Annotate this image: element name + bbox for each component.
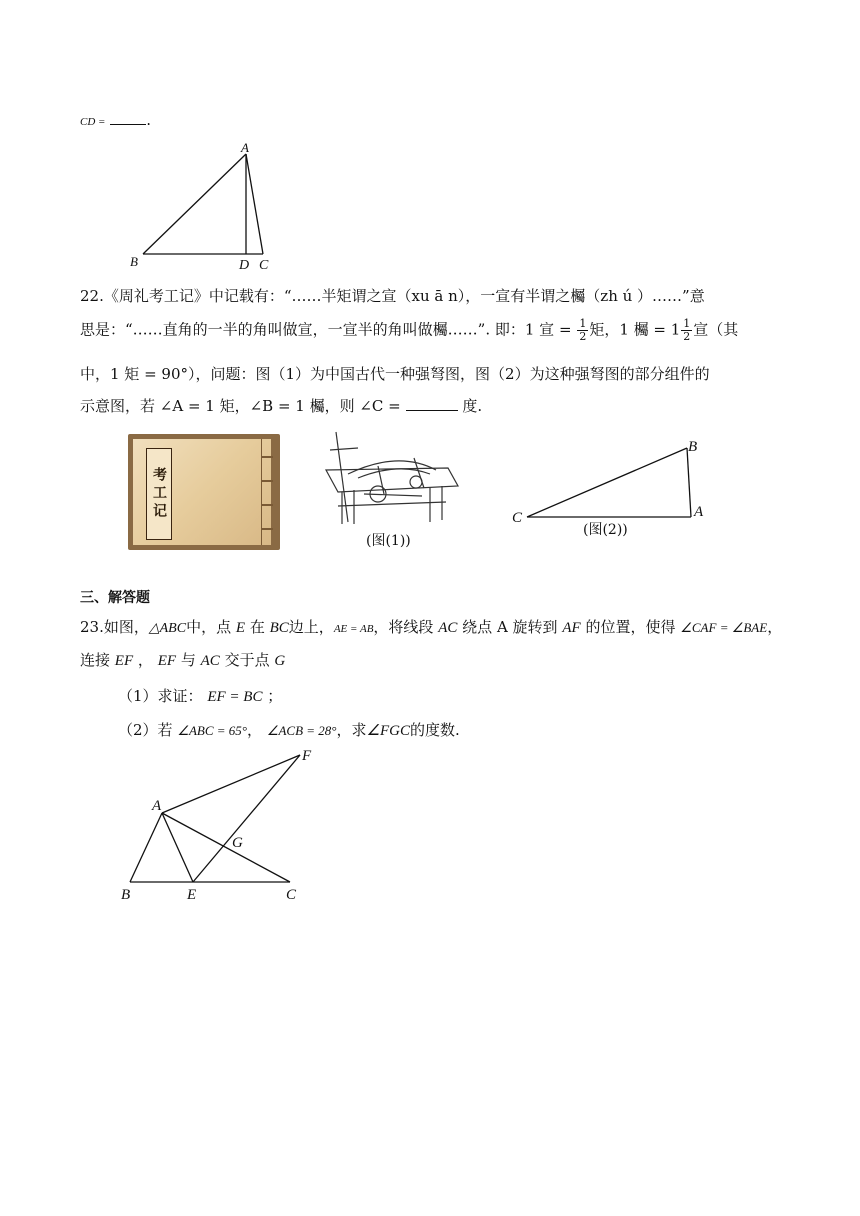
fraction-one-half-2 [681, 318, 692, 343]
label-b-q23: B [121, 887, 131, 903]
label-c-fig2: C [512, 510, 523, 526]
q23-ac: AC [438, 620, 458, 636]
segment-ae [162, 813, 193, 882]
label-c-q23: C [286, 887, 297, 903]
q23-text-1e: ，将线段 [373, 618, 434, 636]
segment-ba [687, 448, 691, 517]
segment-ac [246, 154, 263, 254]
q22-text-4a: 示意图，若 ∠A = 1 矩，∠B = 1 欘，则 ∠C = [80, 397, 401, 415]
cd-label: CD = [80, 116, 106, 128]
q22-text-3: 中，1 矩 = 90°），问题：图（1）为中国古代一种强弩图，图（2）为这种强弩图的部分组件的 [80, 365, 710, 383]
segment-ac-q23 [162, 813, 290, 882]
book-title: 考工记 [151, 467, 167, 521]
q23-e: E [235, 620, 246, 636]
segment-af [162, 755, 300, 813]
book-stitch-3 [261, 504, 273, 506]
q22-line-4 [80, 396, 482, 416]
q23-bc: BC [269, 620, 289, 636]
q23-text-1g: 的位置，使得 [585, 618, 676, 636]
frac-num: 1 [579, 317, 587, 330]
q23-text-1c: 在 [249, 618, 265, 636]
q23-text-1a: 23.如图， [80, 618, 149, 636]
q23-part-2 [118, 720, 460, 741]
q23-part2-b: ， [247, 721, 263, 739]
q23-text-1h: ， [767, 618, 783, 636]
q22-text-2b: 矩，1 欘 = 1 [589, 320, 681, 339]
q22-text-1: 《周礼考工记》中记载有：“……半矩谓之宣（xu ā n），一宣有半谓之欘（zh ú ）……”意 [103, 287, 705, 305]
q23-ef: EF [114, 653, 134, 669]
q23-af: AF [562, 620, 581, 636]
frac-den: 2 [579, 330, 587, 343]
label-d: D [239, 258, 250, 273]
q23-part2-d: 的度数. [409, 721, 460, 739]
q23-g: G [274, 653, 286, 669]
label-g-q23: G [232, 835, 243, 851]
label-f-q23: F [302, 748, 312, 764]
section-title: 三、解答题 [80, 590, 150, 606]
q23-angles: ∠CAF = ∠BAE [680, 620, 768, 635]
q22-text-2c: 宣（其 [693, 320, 739, 339]
q23-text-1b: 中，点 [186, 618, 232, 636]
q23-part2-a: （2）若 [118, 721, 173, 739]
q23-line-2 [80, 650, 285, 671]
q23-line-1 [80, 617, 782, 639]
segment-ef [193, 755, 300, 882]
label-a-fig2: A [694, 504, 704, 520]
frac-num-2: 1 [683, 317, 691, 330]
book-stitch-4 [261, 528, 273, 530]
label-b-fig2: B [688, 439, 698, 455]
q23-text-2c: 与 [180, 651, 196, 669]
q22-line-3 [80, 364, 710, 384]
q22-line-1 [80, 286, 705, 306]
q23-part1-a: （1）求证： [118, 687, 203, 705]
segment-ab [143, 154, 246, 254]
q23-part1-eq: EF = BC [207, 689, 263, 705]
q23-part2-abc: ∠ABC = 65° [177, 723, 248, 738]
q22-text-4b: 度. [462, 397, 483, 415]
answer-blank[interactable] [110, 110, 146, 125]
book-stitch-2 [261, 480, 273, 482]
q23-ac-2: AC [200, 653, 220, 669]
label-a-q23: A [152, 798, 162, 814]
caption-fig1: (图(1)) [366, 533, 411, 549]
label-a: A [241, 140, 249, 155]
q23-text-2b: ， [137, 651, 153, 669]
segment-ab-q23 [130, 813, 162, 882]
q23-ef-2: EF [157, 653, 177, 669]
q21-answer-line [80, 110, 151, 132]
q22-number: 22. [80, 287, 104, 305]
answer-blank-q22[interactable] [406, 396, 458, 411]
figure-q23 [110, 742, 330, 907]
segment-cb [527, 448, 687, 517]
figure-q22-triangle [505, 432, 720, 544]
q23-part2-fgc: ∠FGC [366, 723, 410, 739]
q23-text-1d: 边上， [288, 618, 334, 636]
crossbow-drawing [318, 430, 468, 554]
fraction-one-half [577, 318, 588, 343]
q23-tri: △ABC [148, 621, 187, 636]
q23-text-1f: 绕点 A 旋转到 [462, 618, 558, 636]
figure-q21-triangle [120, 138, 290, 273]
q23-text-2d: 交于点 [224, 651, 270, 669]
q23-part-1 [118, 686, 282, 707]
q23-part2-acb: ∠ACB = 28° [266, 723, 337, 738]
q23-text-2a: 连接 [80, 651, 111, 669]
book-image [128, 434, 280, 550]
label-b: B [130, 254, 138, 269]
label-e-q23: E [187, 887, 197, 903]
q23-part1-b: ； [267, 687, 283, 705]
q23-part2-c: ，求 [336, 721, 367, 739]
q22-line-2 [80, 318, 738, 343]
label-c: C [259, 258, 269, 273]
section-heading [80, 588, 150, 608]
q23-cond: AE = AB [333, 623, 374, 635]
caption-fig2: (图(2)) [583, 522, 628, 538]
period: . [146, 111, 152, 129]
book-title-label [146, 448, 172, 540]
book-stitch-1 [261, 456, 273, 458]
q22-text-2a: 思是：“……直角的一半的角叫做宣，一宣半的角叫做欘……”. 即：1 宣 = [80, 320, 572, 339]
frac-den-2: 2 [683, 330, 691, 343]
